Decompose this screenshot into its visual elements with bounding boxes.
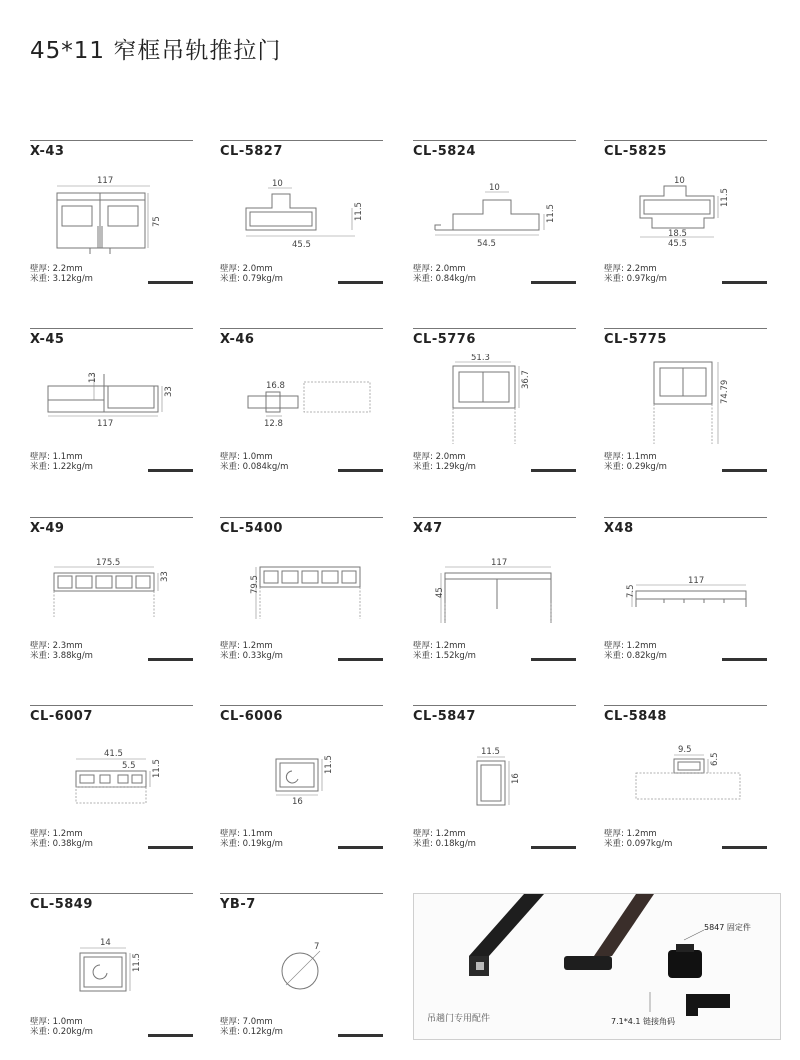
accent-bar (338, 658, 383, 661)
dim-label: 16 (511, 773, 521, 784)
product-card-yb7 (220, 893, 383, 1043)
dim-label: 117 (97, 176, 114, 186)
dim-label: 11.5 (354, 202, 364, 221)
dim-label: 10 (272, 179, 283, 189)
accent-bar (531, 658, 576, 661)
dim-label: 45.5 (668, 239, 687, 249)
accent-bar (531, 846, 576, 849)
profile-drawing-cl6007 (30, 731, 193, 831)
page-title: 45*11 窄框吊轨推拉门 (30, 38, 282, 64)
divider (604, 705, 767, 706)
product-code: CL-5824 (413, 144, 476, 159)
product-card-cl5400 (220, 517, 383, 667)
product-card-cl5827 (220, 140, 383, 290)
dim-label: 41.5 (104, 749, 123, 759)
product-card-cl5824 (413, 140, 576, 290)
product-card-x43 (30, 140, 193, 290)
unit-weight: 米重: 0.20kg/m (30, 1027, 93, 1037)
product-card-cl6006 (220, 705, 383, 855)
product-card-cl6007 (30, 705, 193, 855)
dim-label: 175.5 (96, 558, 121, 568)
wall-thickness: 壁厚: 1.0mm (220, 452, 273, 462)
wall-thickness: 壁厚: 1.2mm (604, 829, 657, 839)
profile-drawing-cl5824 (413, 166, 576, 266)
wall-thickness: 壁厚: 1.2mm (604, 641, 657, 651)
corner-code (686, 994, 730, 1016)
dim-label: 51.3 (471, 354, 490, 363)
product-code: CL-5776 (413, 332, 476, 347)
dim-label: 54.5 (477, 239, 496, 249)
divider (220, 705, 383, 706)
divider (220, 140, 383, 141)
profile-drawing-cl6006 (220, 731, 383, 831)
product-card-x46 (220, 328, 383, 478)
product-card-cl5776 (413, 328, 576, 478)
divider (30, 140, 193, 141)
product-code: CL-5775 (604, 332, 667, 347)
profile-drawing-cl5848 (604, 731, 767, 831)
wall-thickness: 壁厚: 2.2mm (604, 264, 657, 274)
dim-label: 117 (688, 576, 705, 586)
accent-bar (338, 1034, 383, 1037)
unit-weight: 米重: 0.33kg/m (220, 651, 283, 661)
dim-label: 16.8 (266, 381, 285, 391)
unit-weight: 米重: 0.82kg/m (604, 651, 667, 661)
product-code: CL-6007 (30, 709, 93, 724)
dim-label: 74.79 (720, 379, 730, 404)
dim-label: 11.5 (481, 747, 500, 757)
unit-weight: 米重: 0.18kg/m (413, 839, 476, 849)
wall-thickness: 壁厚: 7.0mm (220, 1017, 273, 1027)
dim-label: 33 (164, 386, 174, 397)
product-card-x49 (30, 517, 193, 667)
fixing-piece-label: 5847 固定件 (704, 923, 751, 932)
product-card-x47 (413, 517, 576, 667)
product-code: X-46 (220, 332, 255, 347)
product-code: CL-5400 (220, 521, 283, 536)
divider (30, 705, 193, 706)
accent-bar (338, 281, 383, 284)
product-card-cl5775 (604, 328, 767, 478)
unit-weight: 米重: 0.19kg/m (220, 839, 283, 849)
dim-label: 117 (491, 558, 508, 568)
unit-weight: 米重: 0.097kg/m (604, 839, 673, 849)
dim-label: 10 (674, 176, 685, 186)
dim-label: 45.5 (292, 240, 311, 250)
accent-bar (722, 281, 767, 284)
dim-label: 16 (292, 797, 303, 807)
dim-label: 11.5 (546, 204, 556, 223)
divider (30, 517, 193, 518)
product-card-x45 (30, 328, 193, 478)
unit-weight: 米重: 0.84kg/m (413, 274, 476, 284)
dim-label: 117 (97, 419, 114, 429)
divider (30, 328, 193, 329)
dim-label: 14 (100, 938, 111, 948)
wall-thickness: 壁厚: 1.2mm (413, 641, 466, 651)
profile-drawing-x43 (30, 166, 193, 266)
unit-weight: 米重: 1.29kg/m (413, 462, 476, 472)
dim-label: 7 (314, 942, 320, 952)
dim-label: 18.5 (668, 229, 687, 239)
divider (604, 517, 767, 518)
product-code: X-49 (30, 521, 65, 536)
product-card-cl5825 (604, 140, 767, 290)
dim-label: 5.5 (122, 761, 136, 771)
divider (413, 328, 576, 329)
unit-weight: 米重: 0.12kg/m (220, 1027, 283, 1037)
product-code: CL-5825 (604, 144, 667, 159)
accent-bar (722, 469, 767, 472)
unit-weight: 米重: 1.52kg/m (413, 651, 476, 661)
dim-label: 75 (152, 216, 162, 227)
accent-bar (338, 846, 383, 849)
wall-thickness: 壁厚: 2.0mm (413, 452, 466, 462)
profile-drawing-x47 (413, 543, 576, 643)
fixing-piece-top (676, 944, 694, 952)
dim-label: 79.5 (250, 575, 260, 594)
profile-drawing-cl5775 (604, 354, 767, 454)
accent-bar (531, 469, 576, 472)
accent-bar (722, 658, 767, 661)
divider (604, 140, 767, 141)
profile-bar-insert (476, 962, 484, 970)
product-code: CL-6006 (220, 709, 283, 724)
wall-thickness: 壁厚: 2.0mm (220, 264, 273, 274)
wall-thickness: 壁厚: 2.2mm (30, 264, 83, 274)
dim-label: 45 (435, 587, 445, 598)
wall-thickness: 壁厚: 1.2mm (220, 641, 273, 651)
dim-label: 33 (160, 571, 170, 582)
unit-weight: 米重: 0.79kg/m (220, 274, 283, 284)
product-code: X47 (413, 521, 443, 536)
divider (220, 328, 383, 329)
unit-weight: 米重: 1.22kg/m (30, 462, 93, 472)
wall-thickness: 壁厚: 1.1mm (30, 452, 83, 462)
dim-label: 11.5 (720, 188, 730, 207)
product-card-cl5849 (30, 893, 193, 1043)
corner-code-label: 7.1*4.1 链接角码 (611, 1017, 675, 1026)
accent-bar (722, 846, 767, 849)
accent-bar (148, 281, 193, 284)
product-card-cl5848 (604, 705, 767, 855)
divider (220, 893, 383, 894)
profile-drawing-x45 (30, 354, 193, 454)
divider (220, 517, 383, 518)
fixing-piece (668, 950, 702, 978)
product-code: CL-5827 (220, 144, 283, 159)
product-code: YB-7 (220, 897, 256, 912)
dim-label: 10 (489, 183, 500, 193)
profile-drawing-cl5847 (413, 731, 576, 831)
divider (413, 705, 576, 706)
product-code: X48 (604, 521, 634, 536)
divider (30, 893, 193, 894)
wall-thickness: 壁厚: 1.2mm (413, 829, 466, 839)
dim-label: 11.5 (132, 953, 142, 972)
wall-thickness: 壁厚: 1.2mm (30, 829, 83, 839)
accent-bar (148, 469, 193, 472)
dim-label: 7.5 (626, 584, 636, 598)
accent-bar (531, 281, 576, 284)
unit-weight: 米重: 0.084kg/m (220, 462, 289, 472)
profile-drawing-x48 (604, 543, 767, 643)
wall-thickness: 壁厚: 2.3mm (30, 641, 83, 651)
profile-drawing-yb7 (220, 919, 383, 1019)
accessories-panel (413, 893, 781, 1040)
product-code: X-43 (30, 144, 65, 159)
wall-thickness: 壁厚: 2.0mm (413, 264, 466, 274)
brown-profile-bar (594, 894, 654, 956)
divider (413, 140, 576, 141)
dim-label: 12.8 (264, 419, 283, 429)
wall-thickness: 壁厚: 1.1mm (220, 829, 273, 839)
unit-weight: 米重: 0.38kg/m (30, 839, 93, 849)
dim-label: 36.7 (521, 370, 531, 389)
profile-bar (469, 894, 544, 956)
dim-label: 13 (88, 372, 98, 383)
unit-weight: 米重: 3.12kg/m (30, 274, 93, 284)
accent-bar (148, 1034, 193, 1037)
accessories-caption: 吊趟门专用配件 (427, 1014, 491, 1024)
dim-label: 11.5 (152, 759, 162, 778)
accent-bar (148, 846, 193, 849)
product-code: X-45 (30, 332, 65, 347)
unit-weight: 米重: 0.97kg/m (604, 274, 667, 284)
product-code: CL-5847 (413, 709, 476, 724)
wall-thickness: 壁厚: 1.1mm (604, 452, 657, 462)
profile-drawing-cl5849 (30, 919, 193, 1019)
accent-bar (338, 469, 383, 472)
profile-drawing-x49 (30, 543, 193, 643)
profile-drawing-cl5827 (220, 166, 383, 266)
divider (413, 517, 576, 518)
product-card-x48 (604, 517, 767, 667)
profile-drawing-x46 (220, 354, 383, 454)
product-code: CL-5849 (30, 897, 93, 912)
dim-label: 6.5 (710, 752, 720, 766)
wall-thickness: 壁厚: 1.0mm (30, 1017, 83, 1027)
product-card-cl5847 (413, 705, 576, 855)
dim-label: 9.5 (678, 745, 692, 755)
dim-label: 11.5 (324, 755, 334, 774)
profile-drawing-cl5776 (413, 354, 576, 454)
unit-weight: 米重: 0.29kg/m (604, 462, 667, 472)
divider (604, 328, 767, 329)
product-code: CL-5848 (604, 709, 667, 724)
profile-drawing-cl5400 (220, 543, 383, 643)
profile-drawing-cl5825 (604, 166, 767, 266)
unit-weight: 米重: 3.88kg/m (30, 651, 93, 661)
accent-bar (148, 658, 193, 661)
corner-connector (564, 956, 612, 970)
